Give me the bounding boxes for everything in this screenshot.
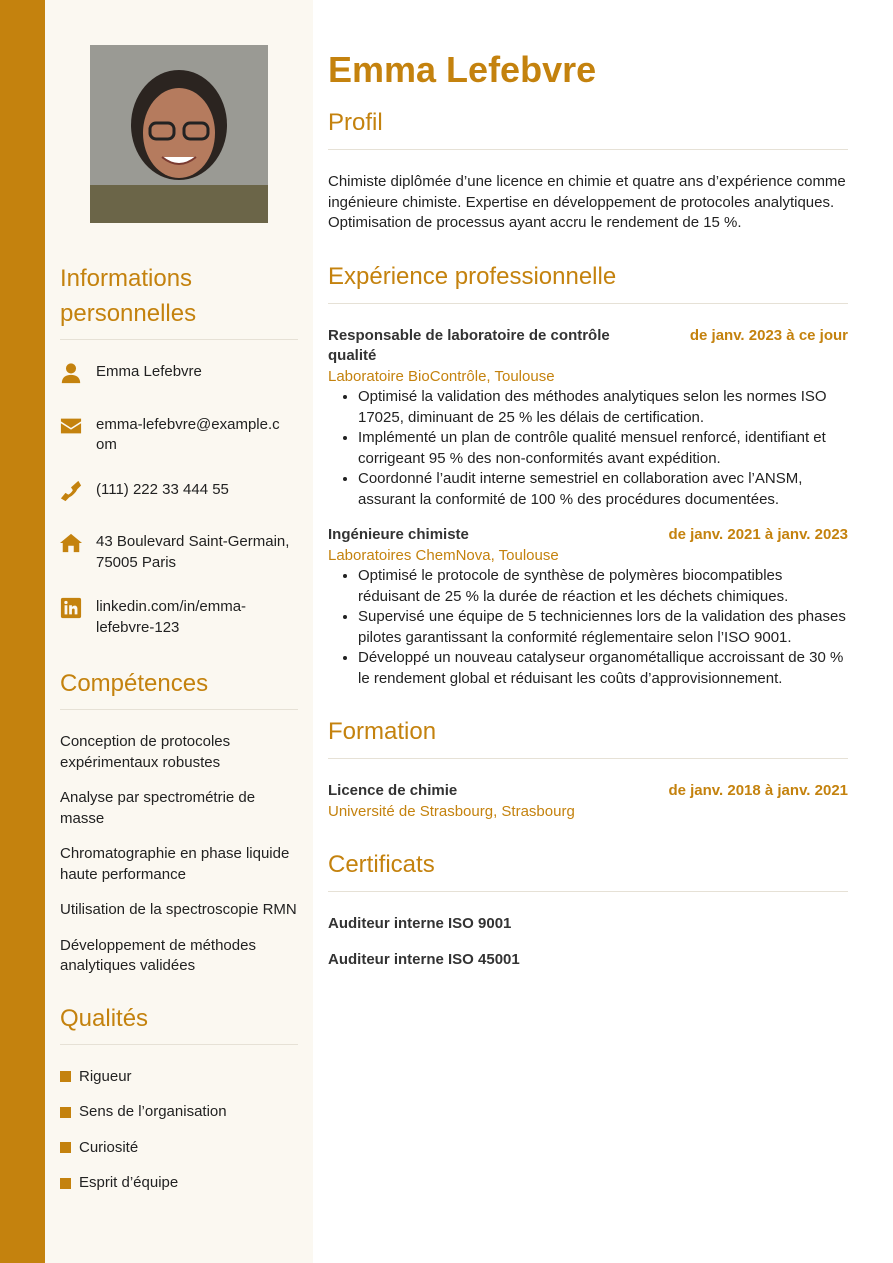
accent-stripe: [0, 0, 45, 1263]
skills-heading: Compétences: [60, 666, 298, 710]
quality-item: [60, 1138, 298, 1159]
job-dates: de janv. 2023 à ce jour: [689, 326, 848, 344]
square-bullet-icon: [60, 1178, 71, 1189]
education-section: [328, 715, 848, 822]
certificate-item: Auditeur interne ISO 9001: [328, 915, 512, 932]
degree-title: Licence de chimie: [328, 782, 458, 799]
contact-linkedin[interactable]: [60, 597, 298, 638]
quality-text: Curiosité: [79, 1138, 139, 1156]
phone-icon: [60, 480, 96, 509]
personal-info-heading: Informations personnelles: [60, 261, 298, 340]
job-org: Laboratoires ChemNova, Toulouse: [328, 546, 559, 564]
quality-item: [60, 1067, 298, 1088]
contact-email[interactable]: [60, 415, 298, 456]
skill-item: Chromatographie en phase liquide haute performance: [60, 845, 290, 883]
job-title: Responsable de laboratoire de contrôle qualité: [328, 326, 610, 364]
profile-photo: [90, 45, 268, 223]
contact-text: linkedin.com/in/emma-lefebvre-123: [96, 598, 247, 636]
quality-item: [60, 1173, 298, 1194]
education-heading: Formation: [328, 715, 848, 759]
profile-heading: Profil: [328, 106, 848, 150]
experience-section: [328, 260, 848, 690]
degree-school: Université de Strasbourg, Strasbourg: [328, 802, 575, 820]
skill-item: Analyse par spectrométrie de masse: [60, 789, 256, 827]
skill-item: Développement de méthodes analytiques validées: [60, 936, 256, 974]
job-bullet: • Supervisé une équipe de 5 techniciennes lors de la validation des phases pilotes garantissant la conformité réglementaire selon l’ISO 9001.: [358, 607, 848, 648]
quality-text: Esprit d’équipe: [79, 1174, 179, 1191]
skill-item: Utilisation de la spectroscopie RMN: [60, 901, 297, 918]
contact-text: emma-lefebvre@example.com: [96, 415, 280, 453]
quality-text: Sens de l’organisation: [79, 1103, 227, 1120]
job-bullet: • Implémenté un plan de contrôle qualité mensuel renforcé, identifiant et corrigeant 95 % des non-conformités avant expédition.: [358, 428, 848, 469]
contact-name: [60, 362, 298, 391]
job-org: Laboratoire BioContrôle, Toulouse: [328, 367, 555, 385]
certificates-heading: Certificats: [328, 848, 848, 892]
job-title: Ingénieure chimiste: [328, 526, 469, 543]
skill-item: Conception de protocoles expérimentaux robustes: [60, 733, 231, 771]
square-bullet-icon: [60, 1142, 71, 1153]
user-icon: [60, 362, 96, 391]
candidate-name: Emma Lefebvre: [328, 49, 597, 90]
quality-item: [60, 1102, 298, 1123]
qualities-heading: Qualités: [60, 1001, 298, 1045]
job-bullet: • Optimisé la validation des méthodes analytiques selon les normes ISO 17025, diminuant de 25 % les délais de certification.: [358, 387, 848, 428]
experience-heading: Expérience professionnelle: [328, 260, 848, 304]
quality-text: Rigueur: [79, 1067, 132, 1085]
certificates-section: [328, 848, 848, 970]
job-dates: de janv. 2021 à janv. 2023: [668, 526, 848, 543]
envelope-icon: [60, 415, 96, 456]
sidebar: [45, 0, 313, 1263]
square-bullet-icon: [60, 1107, 71, 1118]
linkedin-icon: [60, 597, 96, 638]
main-content: [328, 0, 848, 996]
contact-text: 43 Boulevard Saint-Germain, 75005 Paris: [96, 533, 290, 571]
square-bullet-icon: [60, 1071, 71, 1082]
home-icon: [60, 532, 96, 573]
contact-address: [60, 532, 298, 573]
degree-dates: de janv. 2018 à janv. 2021: [668, 782, 848, 799]
profile-section: [328, 106, 848, 234]
profile-text: Chimiste diplômée d’une licence en chimie et quatre ans d’expérience comme ingénieure chimiste. Expertise en développement de protocoles analytiques. Optimisation de processus ayant accru le rendement de 15 %.: [328, 173, 846, 231]
contact-text: (111) 222 33 444 55: [96, 480, 229, 498]
job-entry: [328, 326, 848, 511]
job-bullet: • Développé un nouveau catalyseur organométallique accroissant de 30 % le rendement global et réduisant les coûts d’approvisionnement.: [358, 648, 848, 689]
job-entry: [328, 525, 848, 689]
contact-text: Emma Lefebvre: [96, 363, 202, 380]
job-bullet: • Optimisé le protocole de synthèse de polymères biocompatibles réduisant de 25 % la durée de réaction et les déchets chimiques.: [358, 566, 848, 607]
contact-phone[interactable]: [60, 480, 298, 509]
certificate-item: Auditeur interne ISO 45001: [328, 950, 520, 968]
job-bullet: • Coordonné l’audit interne semestriel en collaboration avec l’ANSM, assurant la conformité de 100 % des procédures documentées.: [358, 469, 848, 510]
